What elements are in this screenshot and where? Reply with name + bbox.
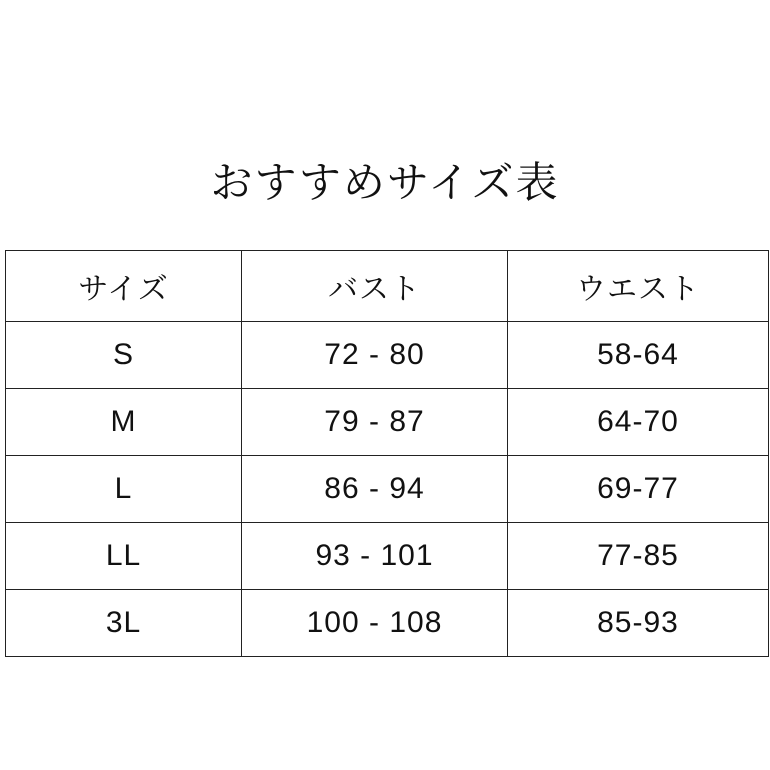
cell-bust: 100 - 108	[242, 590, 508, 657]
cell-waist: 64-70	[508, 389, 769, 456]
table-header-row	[6, 251, 769, 322]
table-header	[6, 251, 769, 322]
table-row	[6, 456, 769, 523]
table-body	[6, 322, 769, 657]
table-row	[6, 523, 769, 590]
cell-waist: 77-85	[508, 523, 769, 590]
table-row	[6, 590, 769, 657]
size-table	[5, 250, 769, 657]
cell-size: L	[6, 456, 242, 523]
cell-waist: 85-93	[508, 590, 769, 657]
table-row	[6, 389, 769, 456]
column-header-waist: ウエスト	[508, 251, 769, 322]
cell-bust: 72 - 80	[242, 322, 508, 389]
page-title: おすすめサイズ表	[210, 159, 560, 206]
cell-waist: 69-77	[508, 456, 769, 523]
cell-waist: 58-64	[508, 322, 769, 389]
table-row	[6, 322, 769, 389]
cell-size: LL	[6, 523, 242, 590]
column-header-bust: バスト	[242, 251, 508, 322]
cell-size: S	[6, 322, 242, 389]
column-header-size: サイズ	[6, 251, 242, 322]
cell-bust: 86 - 94	[242, 456, 508, 523]
cell-bust: 93 - 101	[242, 523, 508, 590]
cell-size: 3L	[6, 590, 242, 657]
cell-size: M	[6, 389, 242, 456]
cell-bust: 79 - 87	[242, 389, 508, 456]
